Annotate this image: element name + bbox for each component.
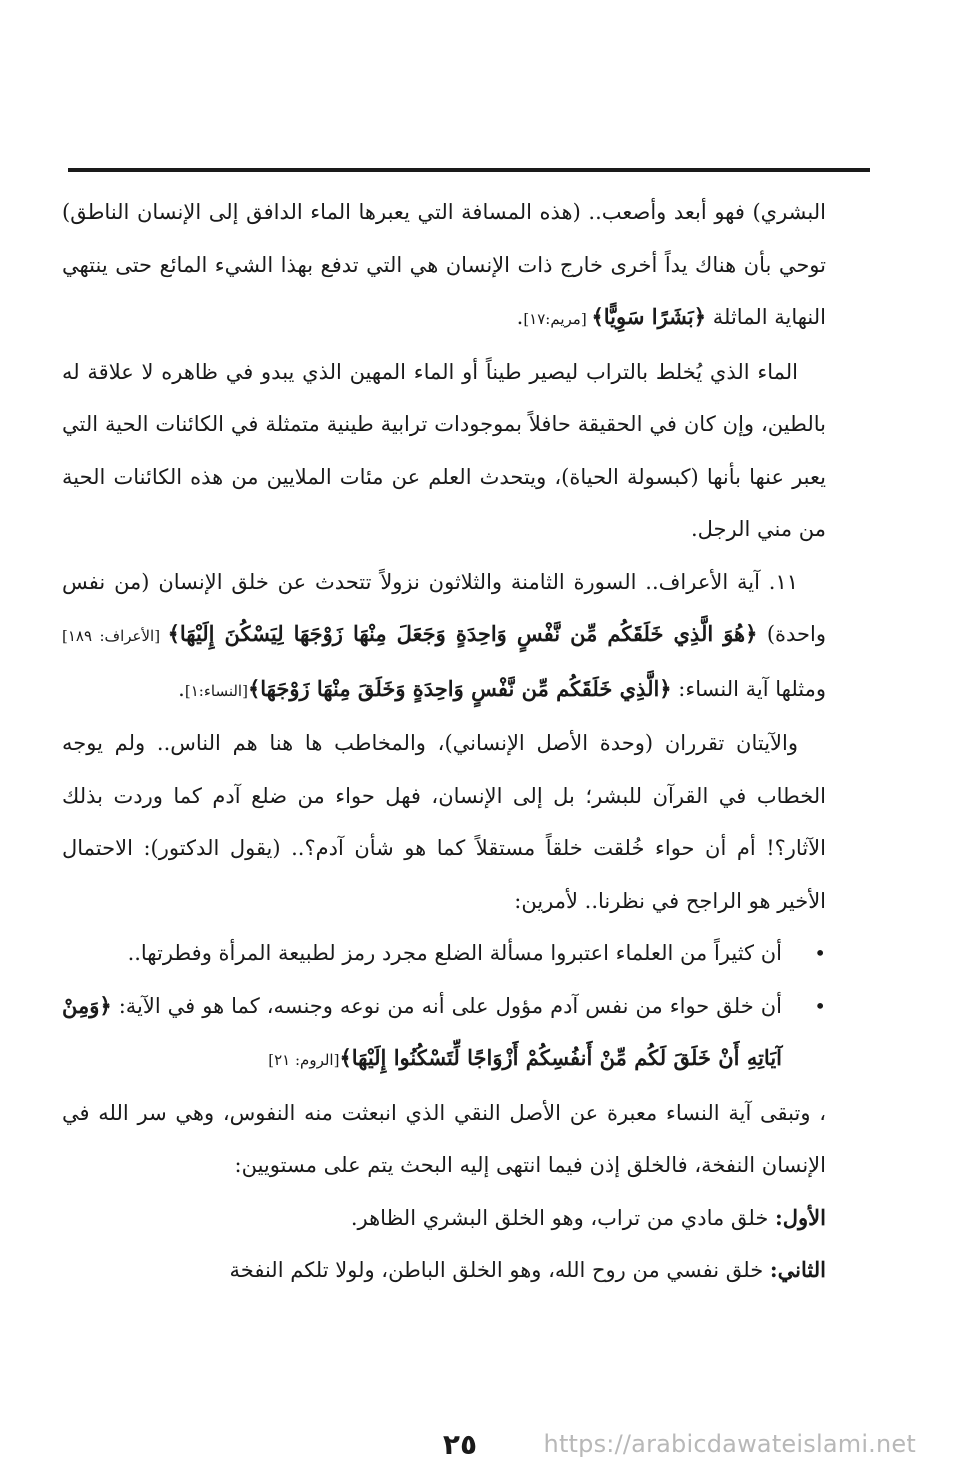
paragraph-1-end: .	[516, 305, 524, 329]
quran-quote: ﴿بَشَرًا سَوِيًّا﴾	[591, 304, 707, 329]
verse-reference: [الروم: ٢١]	[268, 1051, 340, 1069]
page-number: ٢٥	[442, 1428, 478, 1461]
verse-reference: [مريم:١٧]	[523, 310, 592, 328]
bullet-item-2-lead: أن خلق حواء من نفس آدم مؤول على أنه من نوعه وجنسه، كما هو في الآية:	[111, 993, 782, 1018]
bullet-item-1	[62, 927, 826, 980]
header-rule	[68, 168, 870, 172]
verse-reference: [النساء:١]	[184, 681, 248, 700]
level-second-text: خلق نفسي من روح الله، وهو الخلق الباطن، ولولا تلكم النفخة	[229, 1258, 770, 1282]
level-second	[62, 1244, 826, 1297]
paragraph-3-text: ١١. آية الأعراف.. السورة الثامنة والثلاثون نزولاً تتحدث عن خلق الإنسان (من نفس واحدة)	[62, 569, 826, 646]
quran-quote: ﴿الَّذِي خَلَقَكُم مِّن نَّفْسٍ وَاحِدَةٍ وَخَلَقَ مِنْهَا زَوْجَهَا﴾	[247, 675, 672, 701]
bullet-item-2	[62, 980, 826, 1087]
quran-quote: ﴿وَمِنْ آيَاتِهِ أَنْ خَلَقَ لَكُم مِّنْ أَنفُسِكُمْ أَزْوَاجًا لِّتَسْكُنُوا إِلَيْهَا﴾	[62, 992, 782, 1070]
level-first-label: الأول:	[775, 1204, 826, 1230]
paragraph-1	[62, 186, 826, 346]
level-first-text: خلق مادي من تراب، وهو الخلق البشري الظاهر.	[350, 1205, 776, 1230]
paragraph-3-end: .	[178, 676, 185, 701]
paragraph-3-text-2: ومثلها آية النساء:	[671, 676, 826, 701]
quran-quote: ﴿هُوَ الَّذِي خَلَقَكُم مِّن نَّفْسٍ وَاحِدَةٍ وَجَعَلَ مِنْهَا زَوْجَهَا لِيَسْكُنَ إِلَيْهَا﴾	[167, 621, 758, 646]
page-body	[62, 186, 826, 1297]
watermark-url: https://arabicdawateislami.net	[543, 1430, 916, 1458]
bullet-icon: •	[814, 993, 826, 1018]
paragraph-3	[62, 556, 826, 718]
verse-reference: [الأعراف: ١٨٩]	[62, 627, 168, 645]
paragraph-2: الماء الذي يُخلط بالتراب ليصير طيناً أو الماء المهين الذي يبدو في ظاهره لا علاقة له بالطين، وإن كان في الحقيقة حافلاً بموجودات ترابية طينية متمثلة في الكائنات الحية التي يعبر عنها بأنها (كبسولة الحياة)، ويتحدث العلم عن مئات الملايين من هذه الكائنات الحية من مني الرجل.	[62, 359, 826, 541]
paragraph-4: والآيتان تقرران (وحدة الأصل الإنساني)، والمخاطب ها هنا هم الناس.. ولم يوجه الخطاب في القرآن للبشر؛ بل إلى الإنسان، فهل حواء من ضلع آدم كما وردت بذلك الآثار؟! أم أن حواء خُلقت خلقاً مستقلاً كما هو شأن آدم؟.. (يقول الدكتور): الاحتمال الأخير هو الراجح في نظرنا.. لأمرين:	[62, 731, 826, 913]
bullet-item-1-text: أن كثيراً من العلماء اعتبروا مسألة الضلع مجرد رمز لطبيعة المرأة وفطرتها..	[127, 941, 782, 965]
bullet-item-2-text	[62, 980, 782, 1087]
bullet-icon: •	[814, 941, 826, 965]
level-second-label: الثاني:	[769, 1257, 826, 1282]
paragraph-5: ، وتبقى آية النساء معبرة عن الأصل النقي الذي انبعثت منه النفوس، وهي سر الله في الإنسان النفخة، فالخلق إذن فيما انتهى إليه البحث يتم على مستويين:	[62, 1100, 826, 1177]
level-first	[62, 1192, 826, 1245]
paragraph-1-text: البشري) فهو أبعد وأصعب.. (هذه المسافة التي يعبرها الماء الدافق إلى الإنسان الناطق) توحي بأن هناك يداً أخرى خارج ذات الإنسان هي التي تدفع بهذا الشيء المائع حتى ينتهي النهاية الماثلة	[62, 200, 826, 329]
